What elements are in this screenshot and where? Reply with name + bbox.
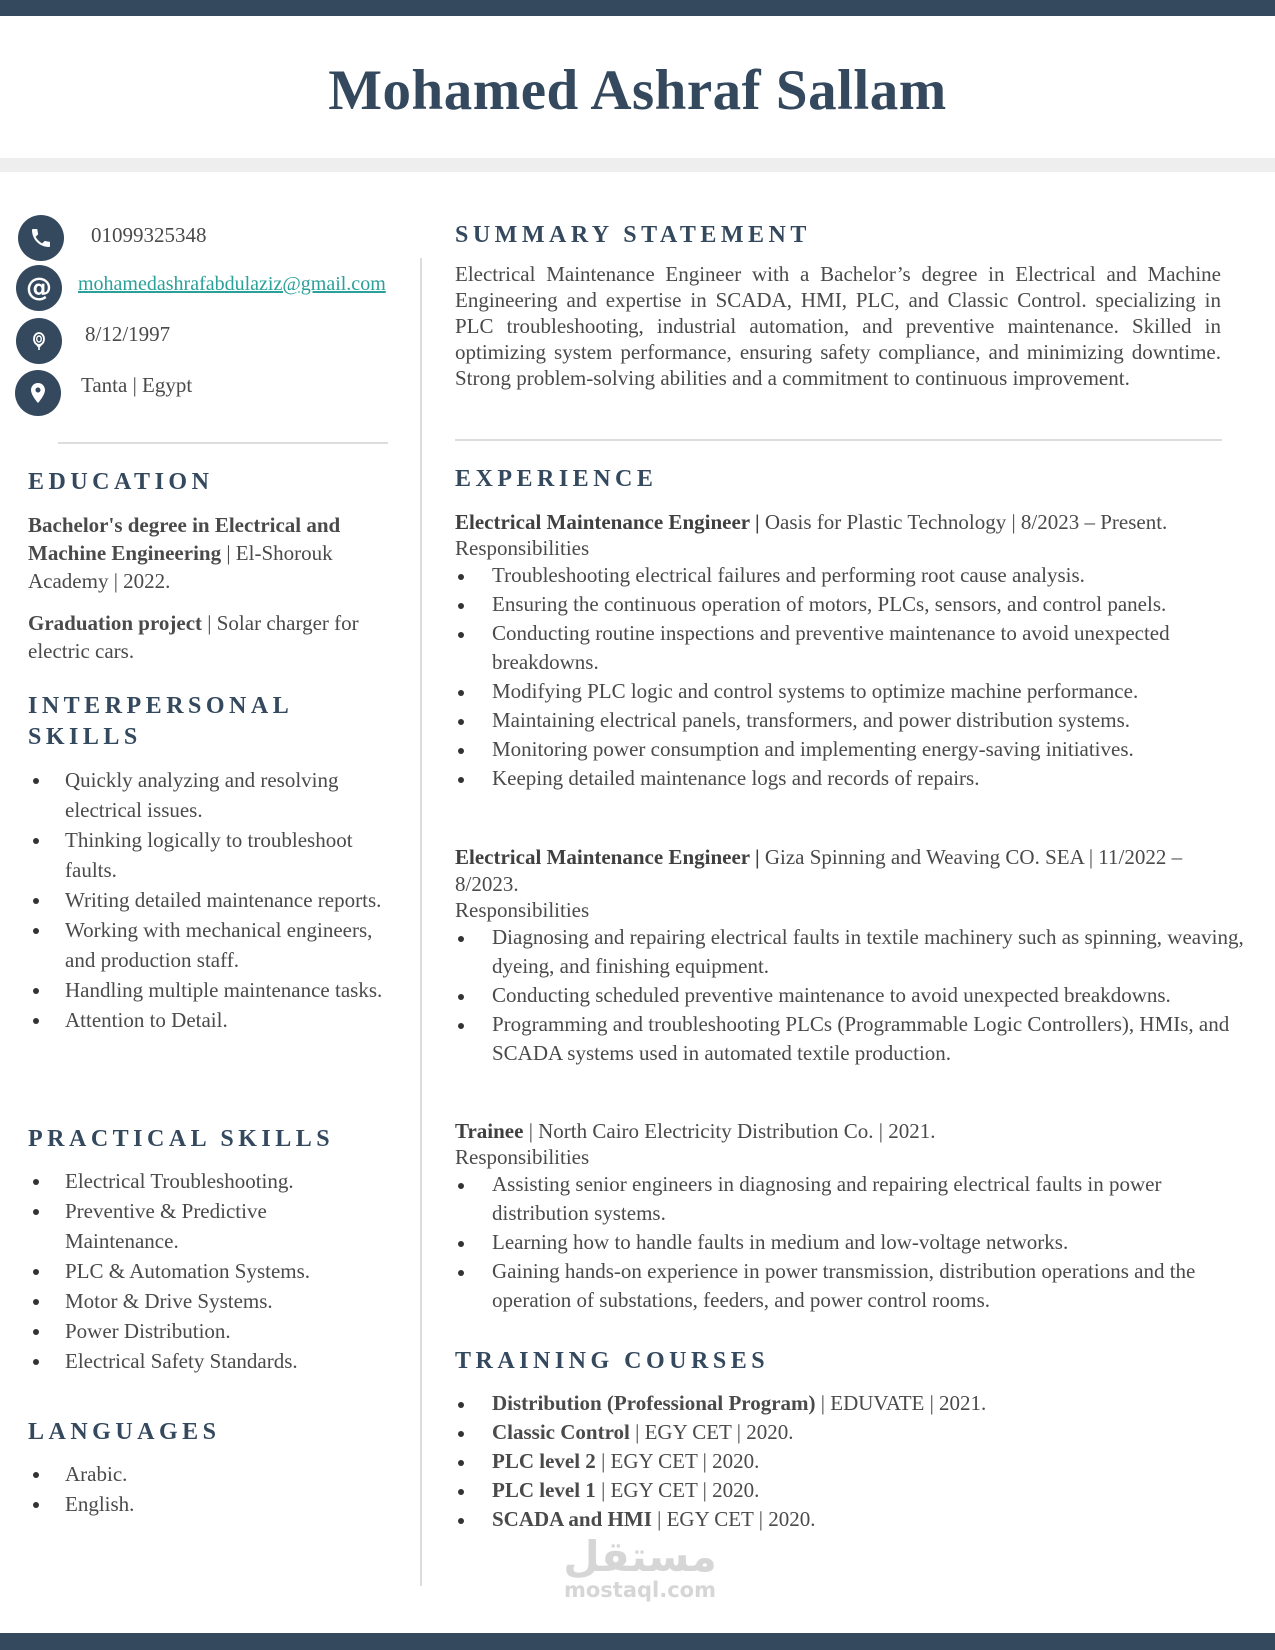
- list-item: Motor & Drive Systems.: [28, 1286, 358, 1316]
- list-item: PLC & Automation Systems.: [28, 1256, 358, 1286]
- job-3-responsibilities: [455, 1170, 1245, 1315]
- list-item: Electrical Troubleshooting.: [28, 1166, 358, 1196]
- list-item: Writing detailed maintenance reports.: [28, 885, 383, 915]
- list-item: Keeping detailed maintenance logs and records of repairs.: [455, 764, 1245, 793]
- languages-list: [28, 1459, 358, 1519]
- mostaql-watermark: مستقل mostaql.com: [563, 1532, 717, 1602]
- practical-skills-list: [28, 1166, 358, 1376]
- list-item: Modifying PLC logic and control systems to optimize machine performance.: [455, 677, 1245, 706]
- location: Tanta | Egypt: [81, 373, 193, 397]
- training-courses-list: [455, 1389, 1245, 1534]
- list-item: Handling multiple maintenance tasks.: [28, 975, 383, 1005]
- interpersonal-skills-list: [28, 765, 383, 1035]
- practical-skills-heading: PRACTICAL SKILLS: [28, 1126, 335, 1152]
- top-accent-bar: [0, 0, 1275, 16]
- responsibilities-label: Responsibilities: [455, 898, 590, 922]
- degree-details: | El-Shorouk Academy | 2022.: [28, 541, 333, 593]
- experience-heading: EXPERIENCE: [455, 466, 658, 492]
- education-degree: [28, 511, 383, 595]
- phone-number: 01099325348: [91, 223, 207, 247]
- birth-date: 8/12/1997: [85, 322, 171, 346]
- column-divider: [420, 258, 422, 1586]
- phone-icon: [18, 215, 64, 261]
- list-item: SCADA and HMI | EGY CET | 2020.: [455, 1505, 1245, 1534]
- project-label: Graduation project: [28, 611, 203, 635]
- list-item: PLC level 1 | EGY CET | 2020.: [455, 1476, 1245, 1505]
- list-item: Working with mechanical engineers, and production staff.: [28, 915, 383, 975]
- list-item: Troubleshooting electrical failures and performing root cause analysis.: [455, 561, 1245, 590]
- email-link[interactable]: mohamedashrafabdulaziz@gmail.com: [78, 273, 386, 295]
- list-item: Conducting routine inspections and preventive maintenance to avoid unexpected breakdowns.: [455, 619, 1245, 677]
- job-title-2: Electrical Maintenance Engineer | Giza Spinning and Weaving CO. SEA | 11/2022 – 8/2023.: [455, 845, 1183, 896]
- list-item: Thinking logically to troubleshoot faults.: [28, 825, 383, 885]
- list-item: Distribution (Professional Program) | EDUVATE | 2021.: [455, 1389, 1245, 1418]
- summary-heading: SUMMARY STATEMENT: [455, 222, 811, 248]
- project-details: | Solar charger for electric cars.: [28, 611, 359, 663]
- job-title-3: Trainee | North Cairo Electricity Distribution Co. | 2021.: [455, 1119, 936, 1143]
- training-courses-heading: TRAINING COURSES: [455, 1348, 770, 1374]
- list-item: Maintaining electrical panels, transformers, and power distribution systems.: [455, 706, 1245, 735]
- summary-divider: [455, 439, 1222, 441]
- list-item: Diagnosing and repairing electrical faults in textile machinery such as spinning, weaving, dyeing, and finishing equipment.: [455, 923, 1245, 981]
- list-item: Learning how to handle faults in medium and low-voltage networks.: [455, 1228, 1245, 1257]
- job-title-1: Electrical Maintenance Engineer | Oasis for Plastic Technology | 8/2023 – Present.: [455, 510, 1168, 534]
- list-item: Monitoring power consumption and implementing energy-saving initiatives.: [455, 735, 1245, 764]
- list-item: Power Distribution.: [28, 1316, 358, 1346]
- contact-email-row: [15, 265, 405, 313]
- list-item: Quickly analyzing and resolving electrical issues.: [28, 765, 383, 825]
- list-item: Preventive & Predictive Maintenance.: [28, 1196, 358, 1256]
- responsibilities-label: Responsibilities: [455, 536, 590, 560]
- list-item: Attention to Detail.: [28, 1005, 383, 1035]
- list-item: English.: [28, 1489, 358, 1519]
- list-item: PLC level 2 | EGY CET | 2020.: [455, 1447, 1245, 1476]
- list-item: Ensuring the continuous operation of motors, PLCs, sensors, and control panels.: [455, 590, 1245, 619]
- contact-divider: [58, 442, 388, 444]
- contact-birthdate-row: [15, 318, 405, 366]
- summary-text: Electrical Maintenance Engineer with a Bachelor’s degree in Electrical and Machine Engineering and expertise in SCADA, HMI, PLC, and Classic Control. specializing in PLC troubleshooting, industrial automation, and preventive maintenance. Skilled in optimizing system performance, ensuring safety compliance, and minimizing downtime. Strong problem-solving abilities and a commitment to continuous improvement.: [455, 262, 1221, 390]
- header-divider-strip: [0, 158, 1275, 172]
- list-item: Programming and troubleshooting PLCs (Programmable Logic Controllers), HMIs, and SCADA systems used in automated textile production.: [455, 1010, 1245, 1068]
- job-1-responsibilities: [455, 561, 1245, 793]
- list-item: Gaining hands-on experience in power transmission, distribution operations and the operation of substations, feeders, and power control rooms.: [455, 1257, 1245, 1315]
- list-item: Arabic.: [28, 1459, 358, 1489]
- list-item: Assisting senior engineers in diagnosing and repairing electrical faults in power distribution systems.: [455, 1170, 1245, 1228]
- degree-title: Bachelor's degree in Electrical and Machine Engineering: [28, 513, 341, 565]
- job-2-responsibilities: [455, 923, 1245, 1068]
- birthday-icon: [16, 318, 62, 364]
- candidate-name: Mohamed Ashraf Sallam: [328, 59, 947, 122]
- list-item: Conducting scheduled preventive maintenance to avoid unexpected breakdowns.: [455, 981, 1245, 1010]
- list-item: Classic Control | EGY CET | 2020.: [455, 1418, 1245, 1447]
- at-sign-icon: @: [16, 265, 62, 311]
- location-pin-icon: [15, 370, 61, 416]
- languages-heading: LANGUAGES: [28, 1419, 221, 1445]
- contact-location-row: [15, 370, 405, 418]
- graduation-project: [28, 609, 383, 665]
- responsibilities-label: Responsibilities: [455, 1145, 590, 1169]
- interpersonal-skills-heading: INTERPERSONAL SKILLS: [28, 693, 294, 750]
- list-item: Electrical Safety Standards.: [28, 1346, 358, 1376]
- education-heading: EDUCATION: [28, 469, 214, 495]
- bottom-accent-bar: [0, 1633, 1275, 1650]
- contact-phone-row: [15, 215, 405, 263]
